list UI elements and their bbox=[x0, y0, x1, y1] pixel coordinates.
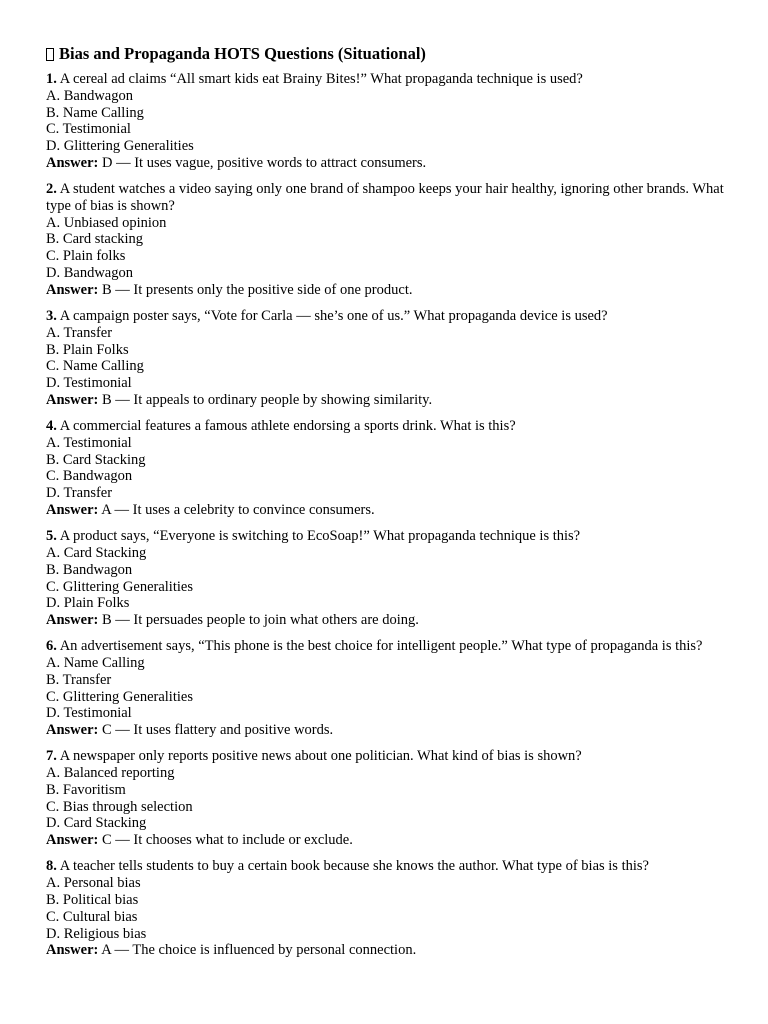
answer-label: Answer: bbox=[46, 942, 99, 959]
question-prompt: An advertisement says, “This phone is the best choice for intelligent people.” What type of propaganda is this? bbox=[59, 638, 703, 655]
answer-line bbox=[46, 722, 728, 739]
answer-option: C. Name Calling bbox=[46, 358, 144, 375]
answer-option: A. Personal bias bbox=[46, 875, 141, 892]
question-text bbox=[46, 71, 728, 88]
answer-label: Answer: bbox=[46, 612, 99, 629]
answer-option: C. Cultural bias bbox=[46, 908, 138, 925]
question-number: 3. bbox=[46, 307, 57, 324]
question-number: 1. bbox=[46, 71, 57, 87]
answer-text: A — The choice is influenced by personal connection. bbox=[101, 942, 417, 959]
answer-option: D. Testimonial bbox=[46, 705, 132, 722]
question-prompt: A product says, “Everyone is switching to EcoSoap!” What propaganda technique is this? bbox=[59, 528, 581, 545]
answer-option: D. Plain Folks bbox=[46, 595, 130, 612]
answer-line bbox=[46, 282, 728, 299]
missing-glyph-box-icon bbox=[46, 48, 54, 61]
answer-option: D. Glittering Generalities bbox=[46, 138, 194, 155]
document-title bbox=[46, 44, 728, 64]
answer-text: D — It uses vague, positive words to attract consumers. bbox=[101, 154, 427, 171]
question-text bbox=[46, 858, 728, 875]
question-block bbox=[46, 71, 728, 172]
answer-line bbox=[46, 502, 728, 519]
answer-option: A. Name Calling bbox=[46, 654, 145, 671]
answer-option: B. Transfer bbox=[46, 671, 112, 688]
answer-option: C. Bias through selection bbox=[46, 798, 193, 815]
question-number: 5. bbox=[46, 528, 57, 545]
answer-option: B. Card Stacking bbox=[46, 451, 146, 468]
question-text bbox=[46, 528, 728, 545]
answer-option: D. Religious bias bbox=[46, 925, 147, 942]
question-block bbox=[46, 748, 728, 849]
answer-label: Answer: bbox=[46, 502, 99, 519]
answer-option: A. Bandwagon bbox=[46, 87, 133, 104]
question-block bbox=[46, 181, 728, 299]
answer-text: C — It uses flattery and positive words. bbox=[101, 722, 334, 739]
answer-text: B — It appeals to ordinary people by showing similarity. bbox=[101, 391, 433, 408]
answer-label: Answer: bbox=[46, 154, 99, 171]
question-text bbox=[46, 418, 728, 435]
answer-line bbox=[46, 612, 728, 629]
answer-label: Answer: bbox=[46, 722, 99, 739]
answer-line bbox=[46, 942, 728, 959]
answer-label: Answer: bbox=[46, 281, 99, 298]
question-text bbox=[46, 748, 728, 765]
answer-option: A. Balanced reporting bbox=[46, 765, 175, 782]
answer-option: A. Card Stacking bbox=[46, 544, 147, 561]
answer-option: B. Plain Folks bbox=[46, 341, 129, 358]
question-list bbox=[46, 71, 728, 959]
question-number: 4. bbox=[46, 418, 57, 435]
answer-text: B — It presents only the positive side of one product. bbox=[101, 281, 413, 298]
question-prompt: A teacher tells students to buy a certain book because she knows the author. What type of bias is this? bbox=[59, 858, 649, 875]
answer-option: C. Glittering Generalities bbox=[46, 578, 193, 595]
answer-option: A. Transfer bbox=[46, 324, 113, 341]
answer-option: B. Political bias bbox=[46, 891, 139, 908]
answer-option: B. Name Calling bbox=[46, 104, 144, 121]
question-block bbox=[46, 858, 728, 959]
answer-option: C. Plain folks bbox=[46, 248, 126, 265]
question-prompt: A student watches a video saying only one brand of shampoo keeps your hair healthy, ignoring other brands. What type of bias is shown? bbox=[46, 181, 724, 214]
answer-line bbox=[46, 832, 728, 849]
question-block bbox=[46, 528, 728, 629]
question-text bbox=[46, 638, 728, 655]
answer-option: D. Card Stacking bbox=[46, 815, 147, 832]
question-number: 2. bbox=[46, 181, 57, 198]
answer-option: D. Bandwagon bbox=[46, 265, 133, 282]
answer-option: B. Bandwagon bbox=[46, 561, 133, 578]
question-text bbox=[46, 308, 728, 325]
question-block bbox=[46, 418, 728, 519]
answer-option: C. Glittering Generalities bbox=[46, 688, 193, 705]
question-number: 8. bbox=[46, 858, 57, 875]
answer-text: B — It persuades people to join what others are doing. bbox=[101, 612, 419, 629]
question-block bbox=[46, 638, 728, 739]
document-title-text: Bias and Propaganda HOTS Questions (Situational) bbox=[59, 44, 426, 63]
answer-option: B. Card stacking bbox=[46, 231, 144, 248]
question-text bbox=[46, 181, 728, 215]
answer-option: C. Bandwagon bbox=[46, 468, 133, 485]
answer-line bbox=[46, 392, 728, 409]
question-number: 7. bbox=[46, 748, 57, 765]
question-prompt: A commercial features a famous athlete endorsing a sports drink. What is this? bbox=[59, 418, 516, 435]
answer-option: A. Unbiased opinion bbox=[46, 214, 167, 231]
answer-text: C — It chooses what to include or exclude. bbox=[101, 832, 353, 849]
answer-option: A. Testimonial bbox=[46, 434, 132, 451]
answer-label: Answer: bbox=[46, 391, 99, 408]
answer-text: A — It uses a celebrity to convince consumers. bbox=[101, 502, 375, 519]
answer-option: C. Testimonial bbox=[46, 121, 131, 138]
answer-option: B. Favoritism bbox=[46, 781, 126, 798]
answer-label: Answer: bbox=[46, 832, 99, 849]
question-prompt: A campaign poster says, “Vote for Carla — she’s one of us.” What propaganda device is used? bbox=[59, 307, 608, 324]
answer-line bbox=[46, 155, 728, 172]
question-prompt: A cereal ad claims “All smart kids eat Brainy Bites!” What propaganda technique is used? bbox=[59, 71, 583, 87]
answer-option: D. Transfer bbox=[46, 485, 113, 502]
question-block bbox=[46, 308, 728, 409]
question-prompt: A newspaper only reports positive news about one politician. What kind of bias is shown? bbox=[59, 748, 582, 765]
question-number: 6. bbox=[46, 638, 57, 655]
answer-option: D. Testimonial bbox=[46, 375, 132, 392]
